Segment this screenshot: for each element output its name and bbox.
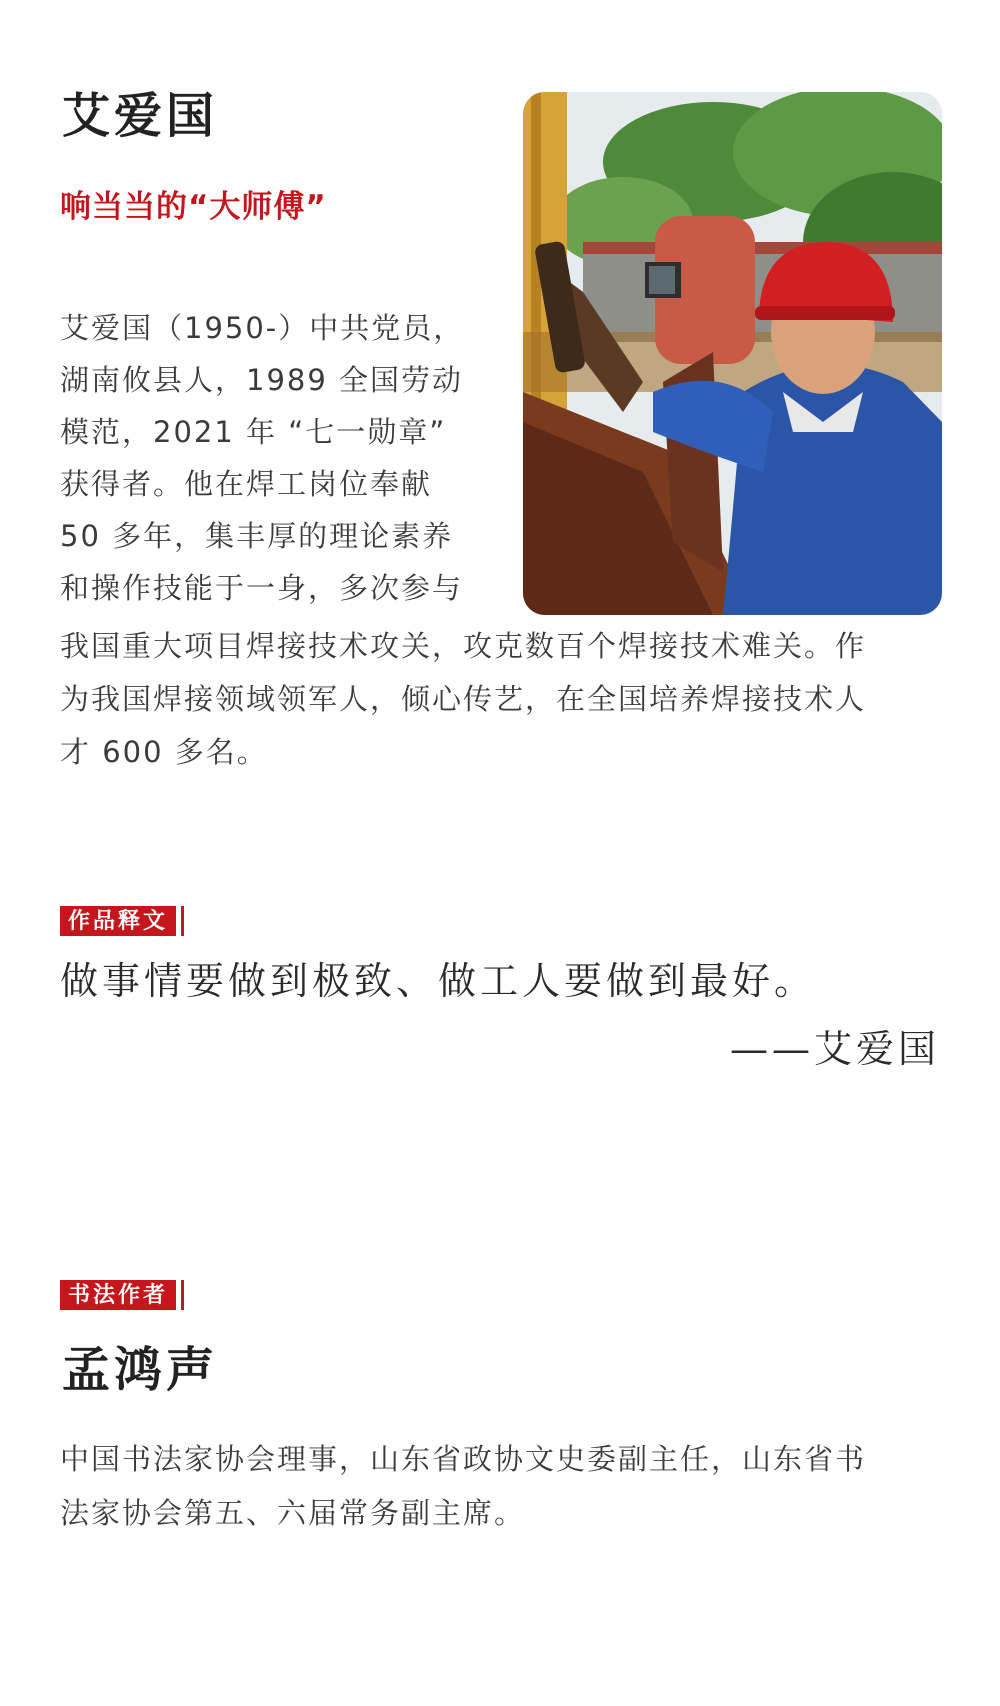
subject-bio-wide [60,620,945,779]
bio-line: 为我国焊接领域领军人，倾心传艺，在全国培养焊接技术人 [60,682,867,716]
author-bio-line: 中国书法家协会理事，山东省政协文史委副主任，山东省书 [60,1442,867,1476]
tag-divider [181,1280,184,1310]
bio-line: 和操作技能于一身，多次参与 [60,571,464,605]
author-name: 孟鸿声 [62,1342,219,1398]
bio-line: 艾爱国（1950-）中共党员， [60,311,465,345]
author-section-tag [60,1280,184,1310]
bio-line: 才 600 多名。 [60,735,268,769]
author-bio [60,1432,945,1540]
subject-subtitle: 响当当的“大师傅” [60,189,327,225]
work-section-tag [60,906,184,936]
author-section-tag-label: 书法作者 [60,1280,176,1310]
work-quote-attribution: ——艾爱国 [729,1027,940,1071]
bio-line: 50 多年，集丰厚的理论素养 [60,519,454,553]
work-quote: 做事情要做到极致、做工人要做到最好。 [60,959,817,1003]
subject-photo [523,92,942,615]
bio-line: 我国重大项目焊接技术攻关，攻克数百个焊接技术难关。作 [60,629,867,663]
bio-line: 获得者。他在焊工岗位奉献 [60,467,433,501]
tag-divider [181,906,184,936]
author-bio-line: 法家协会第五、六届常务副主席。 [60,1496,526,1530]
bio-line: 湖南攸县人，1989 全国劳动 [60,363,464,397]
bio-line: 模范，2021 年 “七一勋章” [60,415,447,449]
subject-name: 艾爱国 [62,88,219,144]
work-section-tag-label: 作品释文 [60,906,176,936]
subject-bio-narrow [60,302,500,614]
